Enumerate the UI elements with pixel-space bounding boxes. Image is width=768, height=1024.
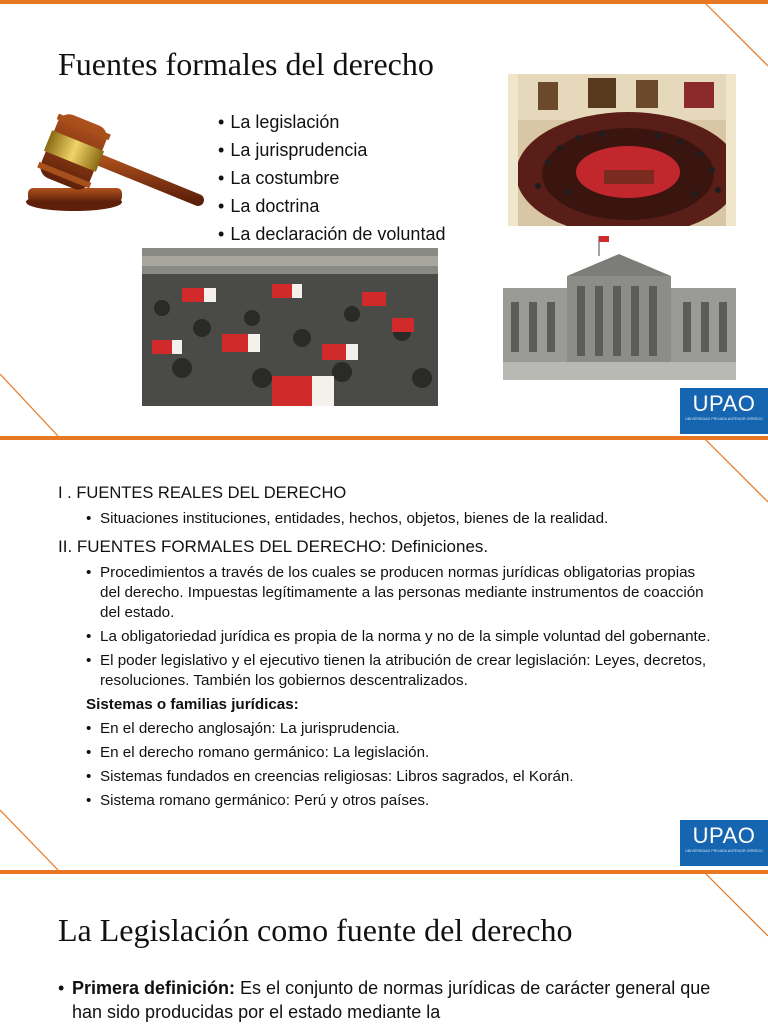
section-heading-fuentes-formales: II. FUENTES FORMALES DEL DERECHO: Definiciones. xyxy=(58,537,489,556)
list-item: • En el derecho anglosajón: La jurisprudencia. xyxy=(86,719,718,739)
slide-fuentes-formales xyxy=(0,0,768,436)
slide-top-border xyxy=(0,436,768,440)
list-item: • La declaración de voluntad xyxy=(218,220,445,248)
list-item: • La legislación xyxy=(218,108,445,136)
slide-content xyxy=(58,484,718,815)
upao-logo: UPAO UNIVERSIDAD PRIVADA ANTENOR ORREGO xyxy=(680,388,768,434)
slide-top-border xyxy=(0,870,768,874)
protest-crowd-photo xyxy=(142,248,438,406)
list-item: • En el derecho romano germánico: La legislación. xyxy=(86,743,718,763)
section-heading-fuentes-reales: I . FUENTES REALES DEL DERECHO xyxy=(58,484,347,502)
slide-legislacion xyxy=(0,870,768,1024)
upao-logo: UPAO UNIVERSIDAD PRIVADA ANTENOR ORREGO xyxy=(680,820,768,866)
slide-fuentes-definiciones xyxy=(0,436,768,870)
corner-decoration xyxy=(700,0,768,70)
slide-title: La Legislación como fuente del derecho xyxy=(58,912,573,948)
list-item: • Sistema romano germánico: Perú y otros países. xyxy=(86,791,718,811)
list-item: • La costumbre xyxy=(218,164,445,192)
definicion-bullet: • Primera definición: Es el conjunto de normas jurídicas de carácter general que han sido producidas por el estado mediante la xyxy=(58,976,718,1024)
sistemas-list xyxy=(86,719,718,811)
definiciones-list xyxy=(86,563,718,691)
corner-decoration xyxy=(0,808,60,870)
list-item: • Procedimientos a través de los cuales se producen normas jurídicas obligatorias propias del derecho. Impuestas legítimamente a las personas mediante instrumentos de coacción del estado. xyxy=(86,563,718,623)
gavel-image xyxy=(18,96,214,226)
list-item: • Sistemas fundados en creencias religiosas: Libros sagrados, el Korán. xyxy=(86,767,718,787)
subheading-sistemas: Sistemas o familias jurídicas: xyxy=(86,696,299,713)
list-item: • La jurisprudencia xyxy=(218,136,445,164)
fuentes-list xyxy=(218,108,445,248)
corner-decoration xyxy=(700,870,768,940)
list-item: • La doctrina xyxy=(218,192,445,220)
slide-title: Fuentes formales del derecho xyxy=(58,46,434,82)
courthouse-photo xyxy=(503,236,736,380)
parliament-photo xyxy=(508,74,736,226)
fuentes-reales-list xyxy=(86,509,718,529)
list-item: • La obligatoriedad jurídica es propia de la norma y no de la simple voluntad del gobernante. xyxy=(86,627,718,647)
corner-decoration xyxy=(0,372,60,436)
list-item: • Situaciones instituciones, entidades, hechos, objetos, bienes de la realidad. xyxy=(86,509,718,529)
slide-top-border xyxy=(0,0,768,4)
list-item: • El poder legislativo y el ejecutivo tienen la atribución de crear legislación: Leyes, decretos, resoluciones. También los gobiernos descentralizados. xyxy=(86,651,718,691)
